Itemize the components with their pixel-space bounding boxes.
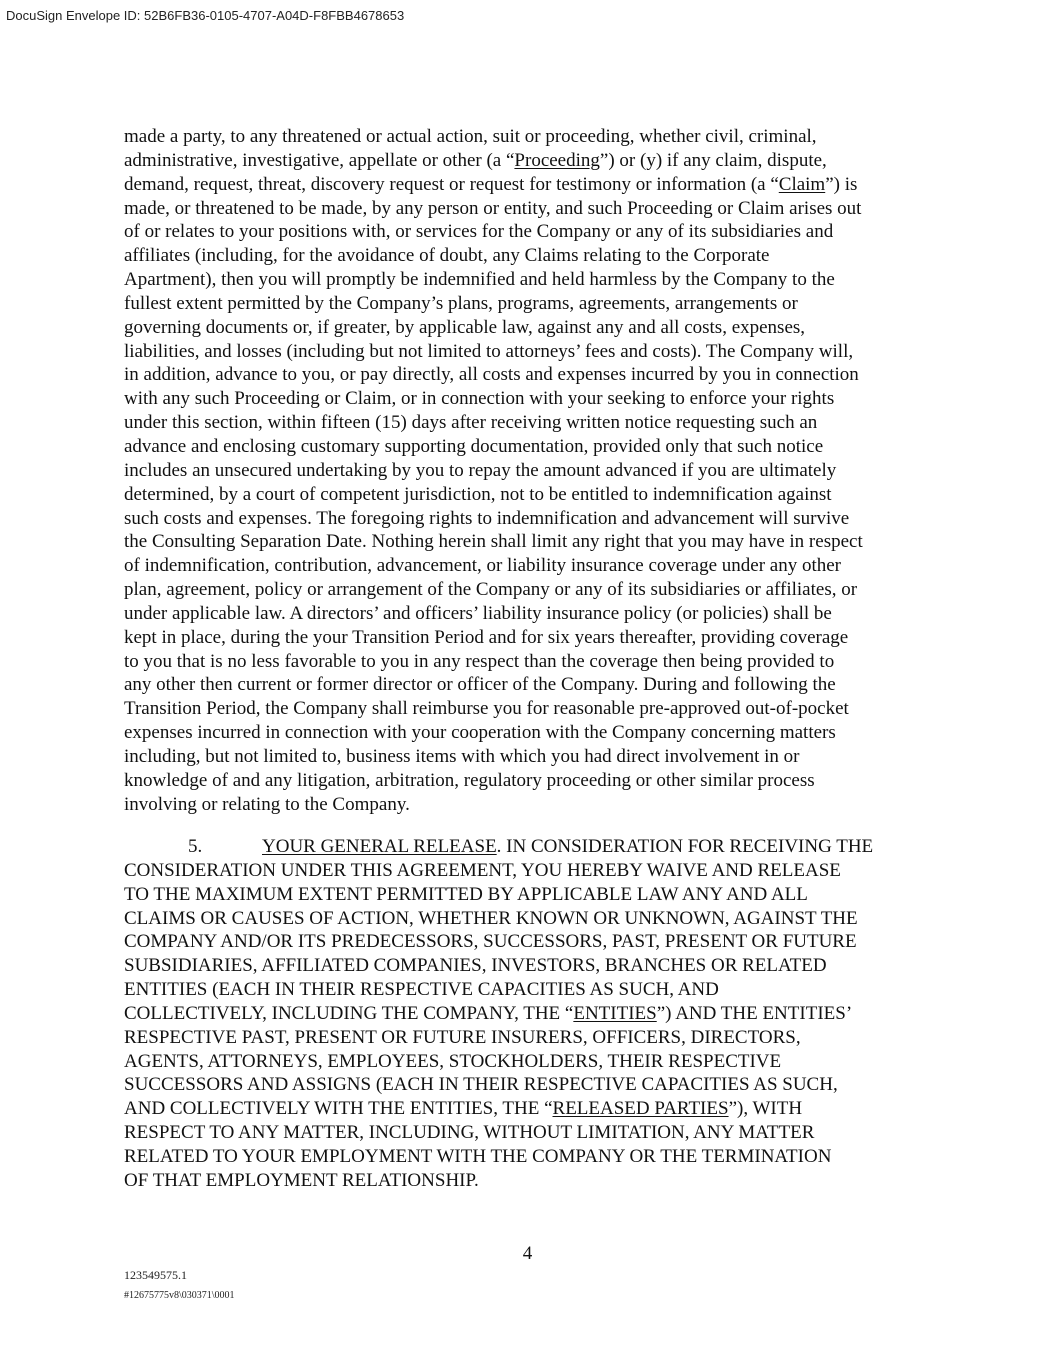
defined-term-proceeding: Proceeding — [514, 149, 600, 171]
defined-term-released-parties: RELEASED PARTIES — [552, 1098, 729, 1120]
section-number: 5. — [188, 836, 203, 857]
file-reference: #12675775v8\030371\0001 — [124, 1290, 235, 1301]
paragraph-text: ”), WITH RESPECT TO ANY MATTER, INCLUDING, WITHOUT LIMITATION, ANY MATTER RELATED TO YOUR EMPLOYMENT WITH THE COMPANY OR THE TERMINATION OF THAT EMPLOYMENT RELATIONSHIP. — [124, 1098, 832, 1191]
document-id: 123549575.1 — [124, 1268, 187, 1282]
section-heading: YOUR GENERAL RELEASE — [262, 836, 497, 857]
paragraph-text: ”) is made, or threatened to be made, by any person or entity, and such Proceeding or Claim arises out of or relates to your positions with, or services for the Company or any of its subsidiaries and affiliates (including, for the avoidance of doubt, any Claims relating to the Corporate Apartment), then you will promptly be indemnified and held harmless by the Company to the fullest extent permitted by the Company’s plans, programs, agreements, arrangements or governing documents or, if greater, by applicable law, against any and all costs, expenses, liabilities, and losses (including but not limited to attorneys’ fees and costs). The Company will, in addition, advance to you, or pay directly, all costs and expenses incurred by you in connection with any such Proceeding or Claim, or in connection with your seeking to enforce your rights under this section, within fifteen (15) days after receiving written notice requesting such an advance and enclosing customary supporting documentation, provided only that such notice includes an unsecured undertaking by you to repay the amount advanced if you are ultimately determined, by a court of competent jurisdiction, not to be entitled to indemnification against such costs and expenses. The foregoing rights to indemnification and advancement will survive the Consulting Separation Date. Nothing herein shall limit any right that you may have in respect of indemnification, contribution, advancement, or liability insurance coverage under any other plan, agreement, policy or arrangement of the Company or any of its subsidiaries or affiliates, or under applicable law. A directors’ and officers’ liability insurance policy (or policies) shall be kept in place, during the your Transition Period and for six years thereafter, providing coverage to you that is no less favorable to you in any respect than the coverage then being provided to any other then current or former director or officer of the Company. During and following the Transition Period, the Company shall reimburse you for reasonable pre-approved out-of-pocket expenses incurred in connection with your cooperation with the Company concerning matters including, but not limited to, business items with which you had direct involvement in or knowledge of and any litigation, arbitration, regulatory proceeding or other similar process involving or relating to the Company. — [124, 173, 863, 815]
paragraph-text: ”) AND THE ENTITIES’ RESPECTIVE PAST, PRESENT OR FUTURE INSURERS, OFFICERS, DIRECTORS, AGENTS, ATTORNEYS, EMPLOYEES, STOCKHOLDERS, THEIR RESPECTIVE SUCCESSORS AND ASSIGNS (EACH IN THEIR RESPECTIVE CAPACITIES AS SUCH, AND COLLECTIVELY WITH THE ENTITIES, THE “ — [124, 1002, 853, 1120]
paragraph-indemnification — [124, 125, 932, 816]
docusign-envelope-id: DocuSign Envelope ID: 52B6FB36-0105-4707-A04D-F8FBB4678653 — [6, 8, 405, 23]
paragraph-general-release — [124, 835, 932, 1193]
paragraph-text: ”) or (y) if any claim, dispute, demand, request, threat, discovery request or request for testimony or information (a “ — [124, 149, 827, 195]
paragraph-text: . IN CONSIDERATION FOR RECEIVING THE CONSIDERATION UNDER THIS AGREEMENT, YOU HEREBY WAIVE AND RELEASE TO THE MAXIMUM EXTENT PERMITTED BY APPLICABLE LAW ANY AND ALL CLAIMS OR CAUSES OF ACTION, WHETHER KNOWN OR UNKNOWN, AGAINST THE COMPANY AND/OR ITS PREDECESSORS, SUCCESSORS, PAST, PRESENT OR FUTURE SUBSIDIARIES, AFFILIATED COMPANIES, INVESTORS, BRANCHES OR RELATED ENTITIES (EACH IN THEIR RESPECTIVE CAPACITIES AS SUCH, AND COLLECTIVELY, INCLUDING THE COMPANY, THE “ — [124, 836, 874, 1024]
page-number: 4 — [522, 1243, 533, 1264]
paragraph-text: made a party, to any threatened or actual action, suit or proceeding, whether civil, criminal, administrative, investigative, appellate or other (a “ — [124, 126, 817, 171]
defined-term-entities: ENTITIES — [573, 1002, 657, 1024]
defined-term-claim: Claim — [778, 173, 826, 195]
